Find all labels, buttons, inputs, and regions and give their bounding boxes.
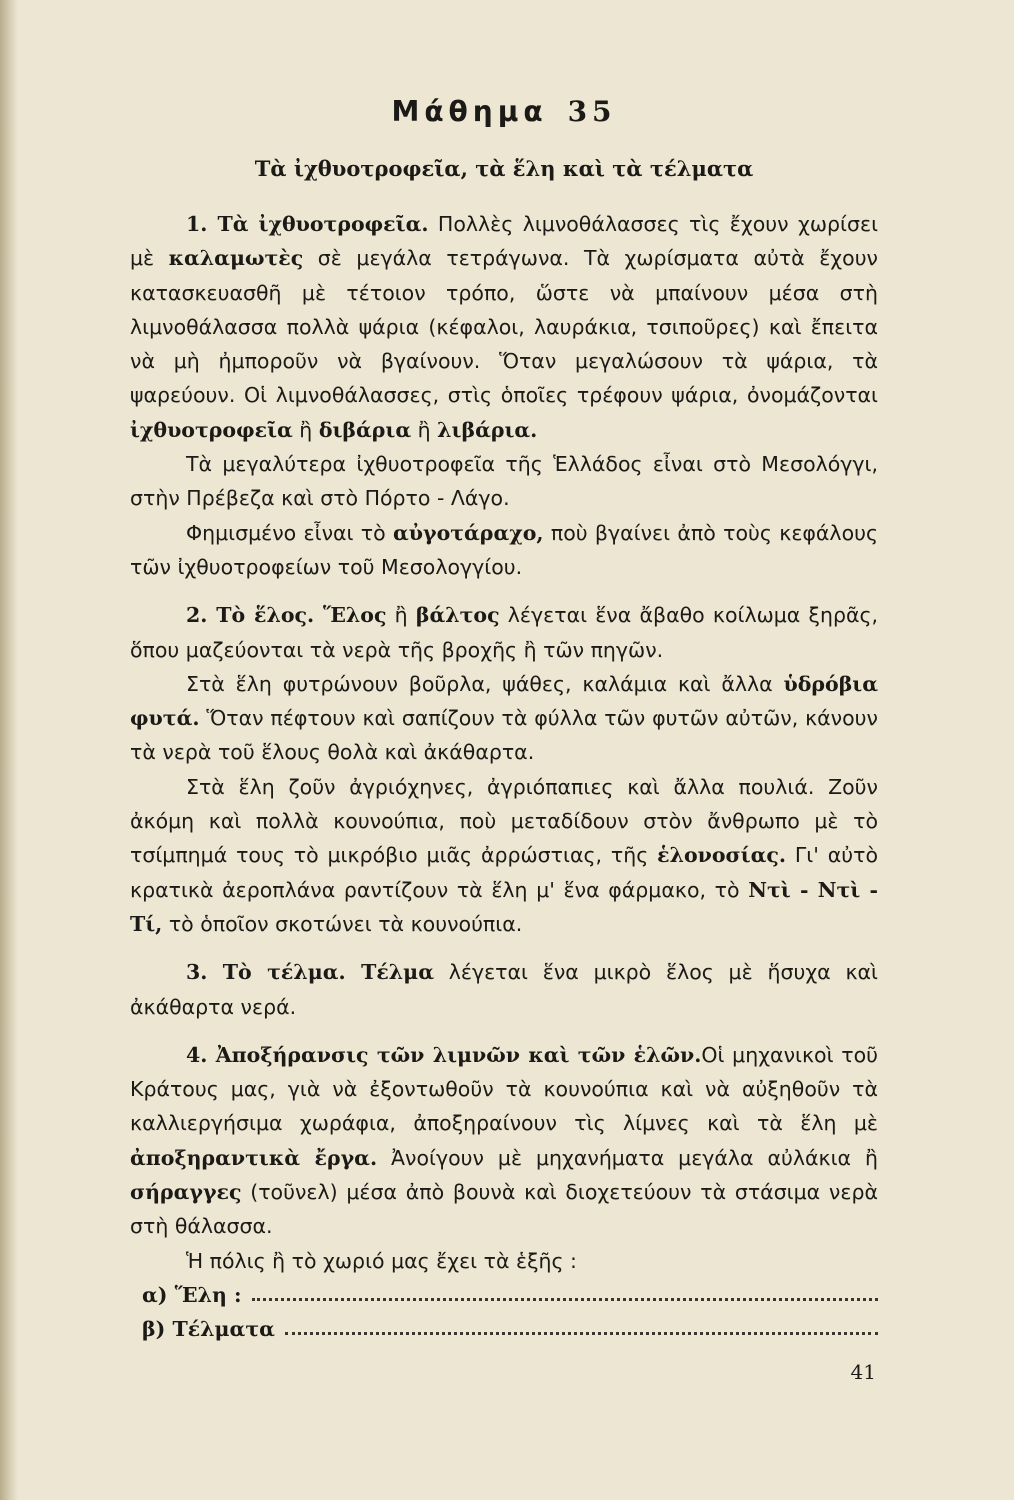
section-2-paragraph-2: Στὰ ἕλη φυτρώνουν βοῦρλα, ψάθες, καλάμια καὶ ἄλλα ὑδρόβια φυτά. Ὅταν πέφτουν καὶ σαπίζουν τὰ φύλλα τῶν φυτῶν αὐτῶν, κάνουν τὰ νερὰ τοῦ ἕλους θολὰ καὶ ἀκάθαρτα.	[130, 671, 878, 765]
section-3-paragraph-1: 3. Τὸ τέλμα. Τέλμα λέγεται ἕνα μικρὸ ἕλος μὲ ἥσυχα καὶ ἀκάθαρτα νερά.	[130, 960, 878, 1019]
section-1-heading: 1. Τὰ ἰχθυοτροφεῖα.	[186, 212, 429, 236]
lesson-subtitle: Τὰ ἰχθυοτροφεῖα, τὰ ἕλη καὶ τὰ τέλματα	[254, 156, 754, 181]
page-number: 41	[850, 1360, 876, 1384]
section-4-paragraph-1: 4. Ἀποξήρανσις τῶν λιμνῶν καὶ τῶν ἑλῶν.Οἱ μηχανικοὶ τοῦ Κράτους μας, γιὰ νὰ ἐξοντωθοῦν τὰ κουνούπια καὶ νὰ αὐξηθοῦν τὰ καλλιεργήσιμα χωράφια, ἀποξηραίνουν τὶς λίμνες καὶ τὰ ἕλη μὲ ἀποξηραντικὰ ἔργα. Ἀνοίγουν μὲ μηχανήματα μεγάλα αὐλάκια ἢ σήραγγες (τοῦνελ) μέσα ἀπὸ βουνὰ καὶ διοχετεύουν τὰ στάσιμα νερὰ στὴ θάλασσα.	[130, 1042, 878, 1239]
section-4-paragraph-2: Ἡ πόλις ἢ τὸ χωριό μας ἔχει τὰ ἑξῆς :	[186, 1248, 577, 1273]
section-2-paragraph-3: Στὰ ἕλη ζοῦν ἀγριόχηνες, ἀγριόπαπιες καὶ ἄλλα πουλιά. Ζοῦν ἀκόμη καὶ πολλὰ κουνούπια, ποὺ μεταδίδουν στὸν ἄνθρωπο μὲ τὸ τσίμπημά τους τὸ μικρόβιο μιᾶς ἀρρώστιας, τῆς ἑλονοσίας. Γι' αὐτὸ κρατικὰ ἀεροπλάνα ραντίζουν τὰ ἕλη μ' ἕνα φάρμακο, τὸ Ντὶ - Ντὶ - Τί, τὸ ὁποῖον σκοτώνει τὰ κουνούπια.	[130, 774, 878, 936]
lesson-title	[130, 95, 878, 128]
section-2-paragraph-1: 2. Τὸ ἕλος. Ἕλος ἢ βάλτος λέγεται ἕνα ἄβαθο κοίλωμα ξηρᾶς, ὅπου μαζεύονται τὰ νερὰ τῆς βροχῆς ἢ τῶν πηγῶν.	[130, 603, 879, 662]
textbook-page	[130, 95, 878, 1346]
page-binding-edge	[0, 0, 18, 1500]
lesson-word: Μάθημα	[391, 95, 548, 128]
section-1-paragraph-1: 1. Τὰ ἰχθυοτροφεῖα. Πολλὲς λιμνοθάλασσες τὶς ἔχουν χωρίσει μὲ καλαμωτὲς σὲ μεγάλα τετράγωνα. Τὰ χωρίσματα αὐτὰ ἔχουν κατασκευασθῆ μὲ τέτοιον τρόπο, ὥστε νὰ μπαίνουν μέσα στὴ λιμνοθάλασσα πολλὰ ψάρια (κέφαλοι, λαυράκια, τσιποῦρες) καὶ ἔπειτα νὰ μὴ ἠμποροῦν νὰ βγαίνουν. Ὅταν μεγαλώσουν τὰ ψάρια, τὰ ψαρεύουν. Οἱ λιμνοθάλασσες, στὶς ὁποῖες τρέφουν ψάρια, ὀνομάζονται ἰχθυοτροφεῖα ἢ διβάρια ἢ λιβάρια.	[130, 212, 879, 442]
section-3-heading: 3. Τὸ τέλμα.	[186, 960, 346, 985]
section-1-paragraph-3: Φημισμένο εἶναι τὸ αὐγοτάραχο, ποὺ βγαίνει ἀπὸ τοὺς κεφάλους τῶν ἰχθυοτροφείων τοῦ Μεσολογγίου.	[130, 520, 878, 579]
fill-in-swamps	[142, 1278, 878, 1312]
fill-in-label: α) Ἕλη :	[142, 1282, 242, 1307]
section-2-heading: 2. Τὸ ἕλος.	[186, 603, 315, 628]
section-4-heading: 4. Ἀποξήρανσις τῶν λιμνῶν καὶ τῶν ἑλῶν.	[186, 1042, 702, 1067]
dotted-answer-line	[252, 1278, 878, 1301]
fill-in-marshes	[142, 1312, 878, 1346]
dotted-answer-line	[285, 1312, 878, 1335]
fill-in-label: β) Τέλματα	[142, 1316, 275, 1341]
section-1-paragraph-2: Τὰ μεγαλύτερα ἰχθυοτροφεῖα τῆς Ἑλλάδος εἶναι στὸ Μεσολόγγι, στὴν Πρέβεζα καὶ στὸ Πόρτο - Λάγο.	[130, 452, 878, 511]
lesson-number: 35	[567, 95, 617, 128]
